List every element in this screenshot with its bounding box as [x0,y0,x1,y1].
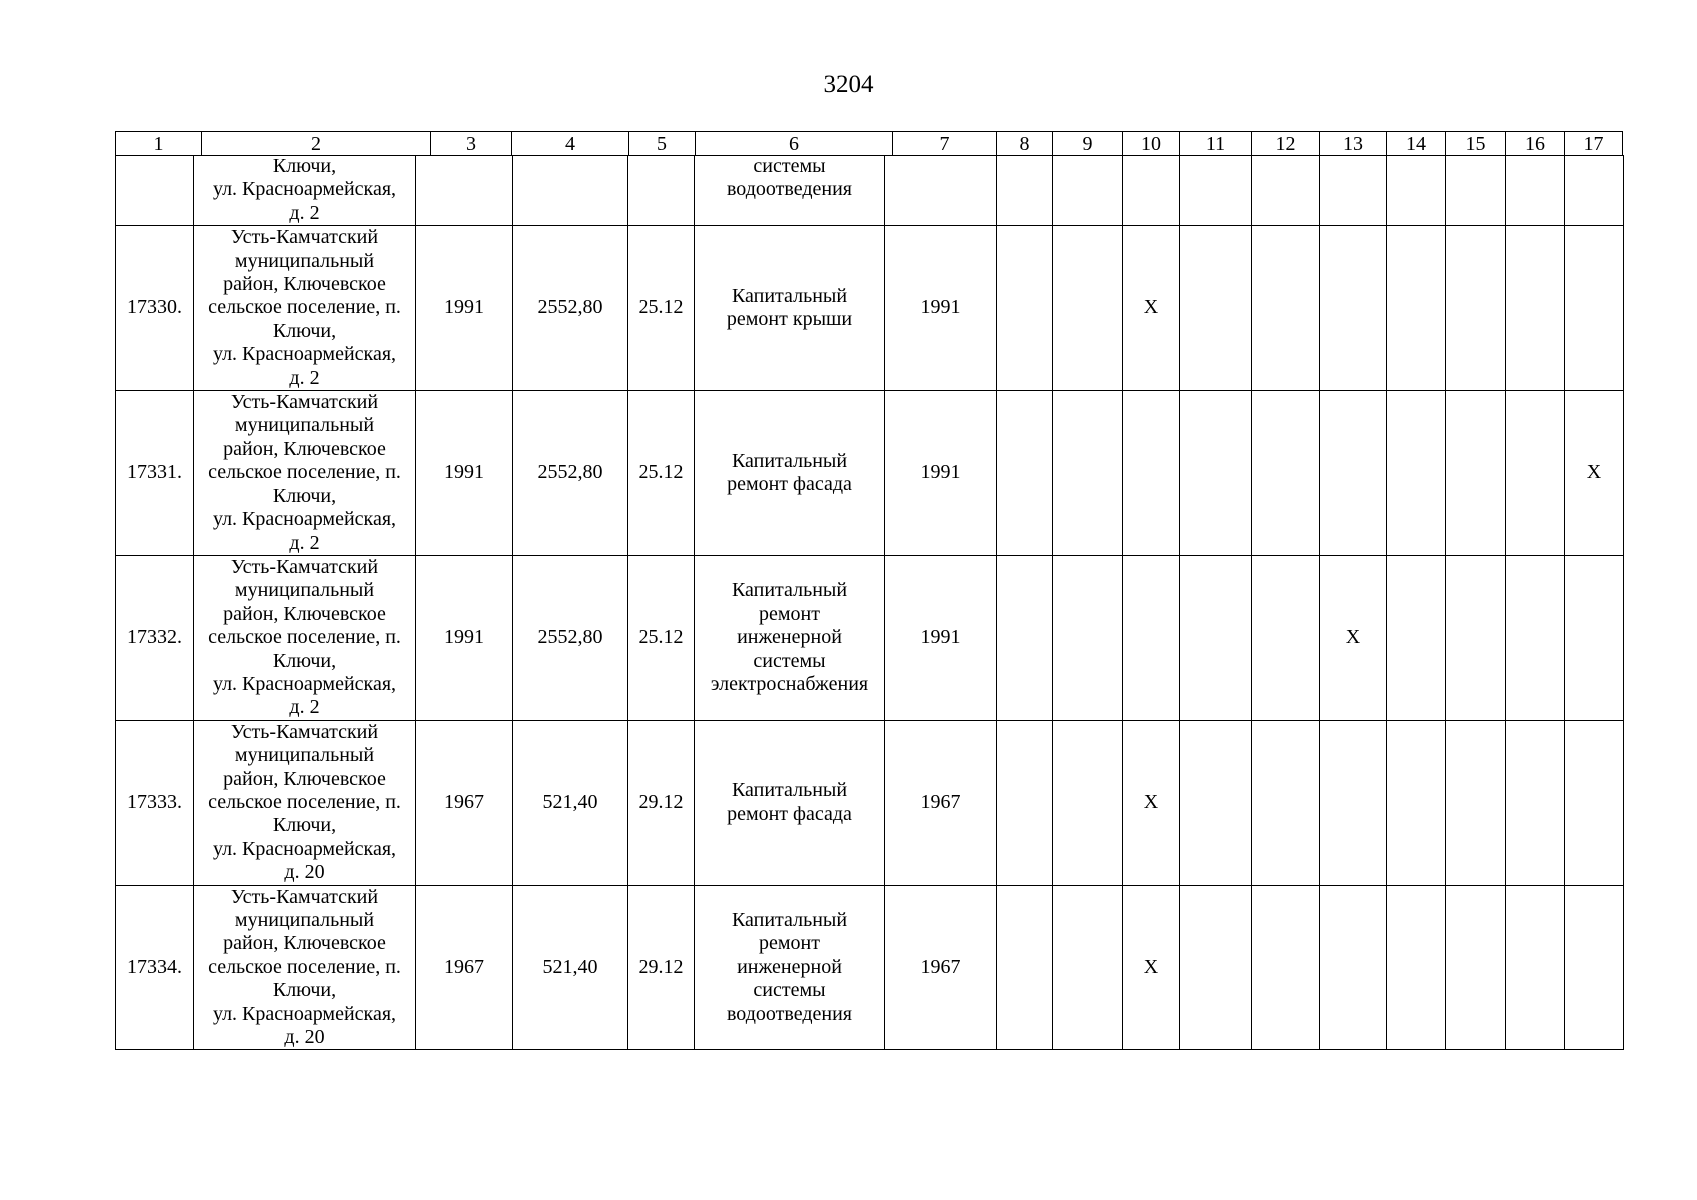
address-line: ул. Красноармейская, [212,672,397,695]
cell-mark [1506,885,1565,1050]
address-line: район, Ключевское [223,932,386,955]
cell-mark [1180,391,1252,556]
cell-mark [1053,555,1123,720]
cell-wear: 29.12 [628,720,695,885]
header-cell: 12 [1252,132,1320,156]
address-line: Усть-Камчатский [230,885,379,908]
cell-mark [997,391,1053,556]
cell-year2: 1991 [885,555,997,720]
cell-mark [1053,155,1123,226]
cell-mark [1320,720,1387,885]
cell-mark [1387,885,1446,1050]
address-line: Усть-Камчатский [230,720,379,743]
cell-area: 521,40 [513,720,628,885]
cell-num: 17331. [116,391,194,556]
cell-work [695,391,885,556]
header-cell: 15 [1446,132,1506,156]
address-line: муниципальный [234,414,375,437]
cell-mark [1053,720,1123,885]
work-line: водоотведения [727,1002,852,1025]
header-row [116,132,1623,156]
cell-year: 1991 [416,226,513,391]
cell-work [695,155,885,226]
address-line: д. 2 [289,696,320,719]
cell-area: 521,40 [513,885,628,1050]
header-cell: 9 [1053,132,1123,156]
cell-address [194,885,416,1050]
cell-mark [1446,885,1506,1050]
address-line: муниципальный [234,579,375,602]
work-line: системы [753,979,826,1002]
address-line: ул. Красноармейская, [212,508,397,531]
cell-work [695,885,885,1050]
cell-mark [1446,391,1506,556]
cell-address [194,391,416,556]
cell-mark [1252,155,1320,226]
cell-year2: 1967 [885,885,997,1050]
cell-area: 2552,80 [513,555,628,720]
address-line: Усть-Камчатский [230,226,379,249]
work-line: Капитальный [731,449,848,472]
table-row [116,720,1624,885]
cell-mark [1446,720,1506,885]
cell-address [194,226,416,391]
table-row [116,555,1624,720]
cell-wear: 25.12 [628,391,695,556]
address-line: район, Ключевское [223,437,386,460]
work-line: водоотведения [727,178,852,201]
cell-wear: 25.12 [628,555,695,720]
work-line: Капитальный [731,779,848,802]
address-line: д. 2 [289,366,320,389]
cell-mark [1180,226,1252,391]
cell-year: 1967 [416,885,513,1050]
cell-mark [1387,555,1446,720]
address-line: сельское поселение, п. [208,461,401,484]
cell-mark [1387,391,1446,556]
cell-mark [1565,155,1624,226]
cell-num [116,155,194,226]
cell-num: 17333. [116,720,194,885]
header-cell: 11 [1180,132,1252,156]
address-line: район, Ключевское [223,273,386,296]
work-line: системы [753,155,826,177]
cell-area [513,155,628,226]
work-line: ремонт фасада [727,472,852,495]
address-line: Ключи, [272,155,337,177]
header-cell: 3 [431,132,512,156]
cell-mark [1506,720,1565,885]
cell-mark: X [1123,226,1180,391]
address-line: сельское поселение, п. [208,955,401,978]
table-row [116,391,1624,556]
cell-num: 17334. [116,885,194,1050]
header-cell: 5 [629,132,696,156]
cell-mark [1565,226,1624,391]
cell-mark [1252,885,1320,1050]
cell-mark [1387,720,1446,885]
cell-mark [1180,155,1252,226]
cell-work [695,226,885,391]
cell-work [695,555,885,720]
header-cell: 1 [116,132,202,156]
work-line: системы [753,649,826,672]
cell-area: 2552,80 [513,226,628,391]
cell-mark [1180,885,1252,1050]
address-line: Ключи, [272,484,337,507]
work-line: инженерной [737,626,842,649]
column-number-header [115,131,1623,156]
work-line: инженерной [737,955,842,978]
cell-year2: 1991 [885,226,997,391]
address-line: Усть-Камчатский [230,391,379,414]
address-line: Ключи, [272,979,337,1002]
header-cell: 7 [893,132,997,156]
address-line: муниципальный [234,249,375,272]
cell-mark [1180,555,1252,720]
work-line: Капитальный [731,284,848,307]
cell-mark [1565,555,1624,720]
cell-work [695,720,885,885]
table-row-continuation [116,155,1624,226]
cell-year2 [885,155,997,226]
cell-mark [1506,226,1565,391]
cell-address [194,555,416,720]
cell-mark [1123,391,1180,556]
cell-mark [1506,155,1565,226]
address-line: ул. Красноармейская, [212,1002,397,1025]
cell-area: 2552,80 [513,391,628,556]
cell-mark [1320,155,1387,226]
cell-address [194,720,416,885]
cell-mark [1053,885,1123,1050]
address-line: муниципальный [234,744,375,767]
cell-mark: X [1123,885,1180,1050]
cell-mark [997,555,1053,720]
address-line: район, Ключевское [223,602,386,625]
cell-year [416,155,513,226]
cell-mark [1180,720,1252,885]
cell-mark [1252,226,1320,391]
cell-mark [1387,226,1446,391]
work-line: ремонт [759,602,820,625]
cell-mark [1565,720,1624,885]
cell-mark [997,155,1053,226]
cell-mark [1123,155,1180,226]
cell-mark [1446,155,1506,226]
header-cell: 4 [512,132,629,156]
cell-mark [1320,226,1387,391]
address-line: Ключи, [272,814,337,837]
table-row [116,226,1624,391]
address-line: ул. Красноармейская, [212,178,397,201]
header-cell: 17 [1565,132,1623,156]
cell-mark [1565,885,1624,1050]
address-line: муниципальный [234,909,375,931]
work-line: Капитальный [731,909,848,931]
table-row [116,885,1624,1050]
cell-mark [997,720,1053,885]
cell-mark [1252,720,1320,885]
header-cell: 6 [696,132,893,156]
address-line: Ключи, [272,649,337,672]
header-cell: 16 [1506,132,1565,156]
cell-mark [1053,226,1123,391]
cell-num: 17332. [116,555,194,720]
cell-mark [1053,391,1123,556]
cell-mark: X [1565,391,1624,556]
work-line: ремонт [759,932,820,955]
cell-year: 1967 [416,720,513,885]
cell-num: 17330. [116,226,194,391]
cell-year: 1991 [416,555,513,720]
cell-wear [628,155,695,226]
address-line: д. 20 [284,1026,325,1049]
cell-mark [1506,555,1565,720]
cell-wear: 29.12 [628,885,695,1050]
work-line: ремонт фасада [727,802,852,825]
address-line: Ключи, [272,319,337,342]
work-line: электроснабжения [710,672,869,695]
cell-address [194,155,416,226]
cell-mark [1320,391,1387,556]
cell-year2: 1967 [885,720,997,885]
cell-mark [997,885,1053,1050]
header-cell: 8 [997,132,1053,156]
address-line: Усть-Камчатский [230,555,379,578]
address-line: ул. Красноармейская, [212,837,397,860]
cell-mark [997,226,1053,391]
address-line: сельское поселение, п. [208,790,401,813]
address-line: сельское поселение, п. [208,626,401,649]
header-cell: 13 [1320,132,1387,156]
address-line: ул. Красноармейская, [212,343,397,366]
address-line: сельское поселение, п. [208,296,401,319]
header-cell: 10 [1123,132,1180,156]
header-cell: 2 [202,132,431,156]
cell-year: 1991 [416,391,513,556]
cell-mark: X [1123,720,1180,885]
cell-mark [1387,155,1446,226]
repair-schedule-table [115,155,1624,1050]
cell-year2: 1991 [885,391,997,556]
cell-mark [1320,885,1387,1050]
address-line: д. 2 [289,201,320,224]
cell-mark: X [1320,555,1387,720]
work-line: Капитальный [731,579,848,602]
cell-mark [1252,391,1320,556]
address-line: д. 2 [289,531,320,554]
work-line: ремонт крыши [726,308,853,331]
address-line: д. 20 [284,861,325,884]
cell-mark [1446,555,1506,720]
address-line: район, Ключевское [223,767,386,790]
cell-mark [1252,555,1320,720]
cell-mark [1506,391,1565,556]
cell-mark [1446,226,1506,391]
page-number: 3204 [823,71,874,98]
cell-wear: 25.12 [628,226,695,391]
header-cell: 14 [1387,132,1446,156]
cell-mark [1123,555,1180,720]
